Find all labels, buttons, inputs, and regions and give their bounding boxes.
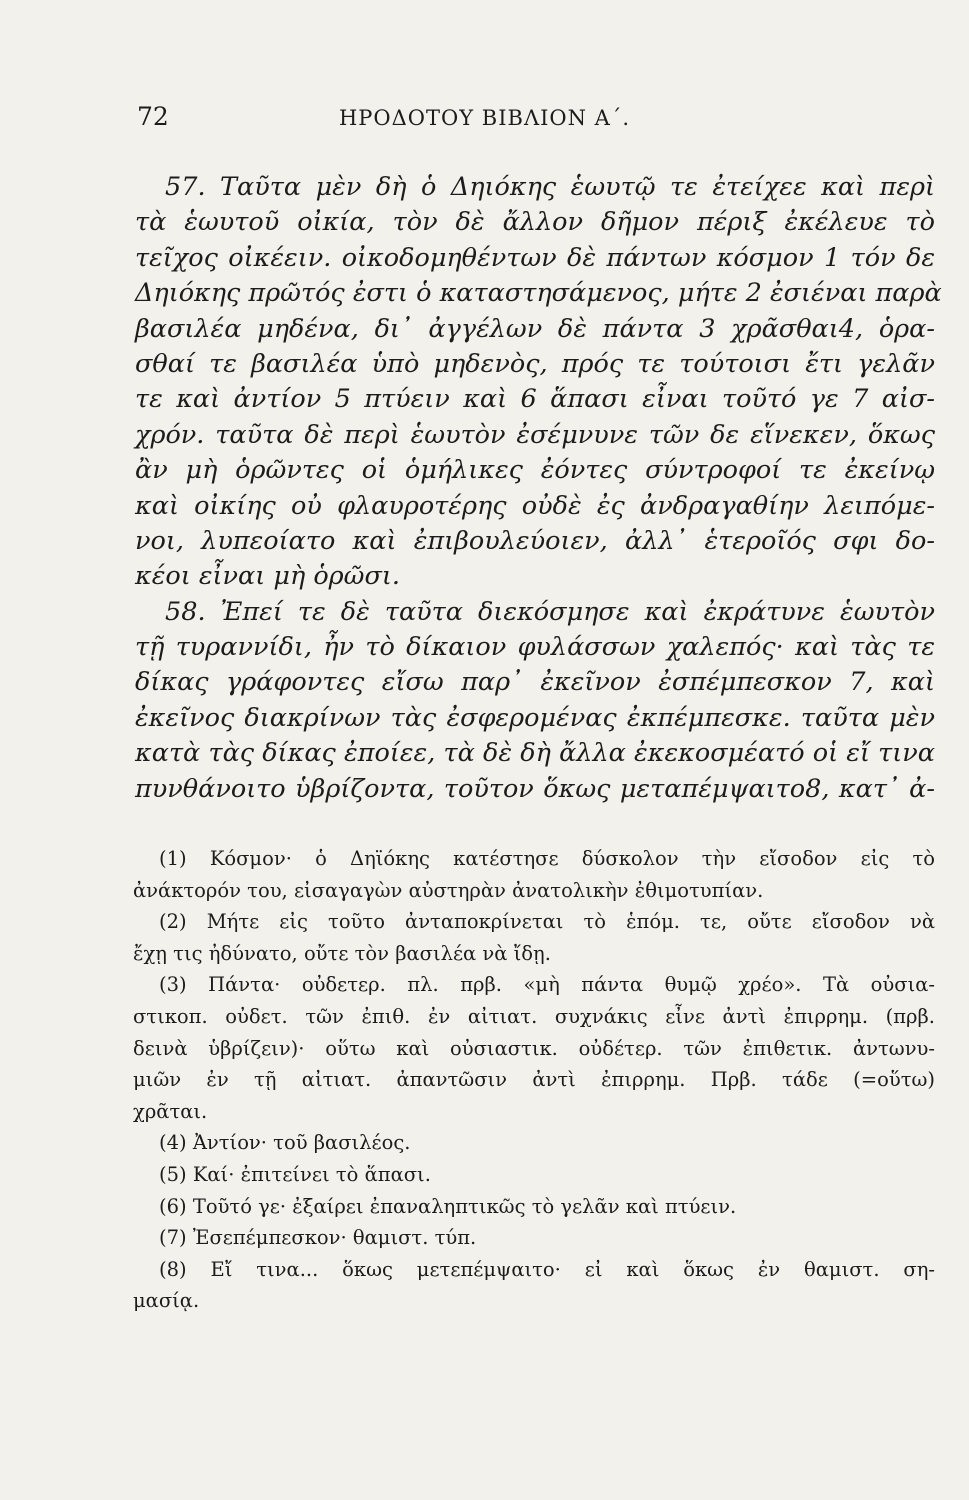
footnotes xyxy=(133,843,935,1317)
page-header xyxy=(0,100,969,140)
text-line: κατὰ τὰς δίκας ἐποίεε, τὰ δὲ δὴ ἄλλα ἐκεκοσμέατό οἱ εἴ τινα xyxy=(135,738,935,769)
footnote-line: (3) Πάντα· οὐδετερ. πλ. πρβ. «μὴ πάντα θυμῷ χρέο». Τὰ οὐσια- xyxy=(159,973,935,997)
text-line: τὰ ἑωυτοῦ οἰκία, τὸν δὲ ἄλλον δῆμον πέριξ ἐκέλευε τὸ xyxy=(135,207,935,238)
footnote-line: δεινὰ ὑβρίζειν)· οὕτω καὶ οὐσιαστικ. οὐδέτερ. τῶν ἐπιθετικ. ἀντωνυ- xyxy=(133,1036,935,1060)
footnote-line: (8) Εἴ τινα... ὅκως μετεπέμψαιτο· εἰ καὶ ὅκως ἐν θαμιστ. ση- xyxy=(159,1257,935,1281)
text-line: τεῖχος οἰκέειν. οἰκοδομηθέντων δὲ πάντων κόσμον 1 τόν δε xyxy=(135,242,935,273)
text-line: σθαί τε βασιλέα ὑπὸ μηδενὸς, πρός τε τούτοισι ἔτι γελᾶν xyxy=(135,348,935,379)
text-line: ἐκεῖνος διακρίνων τὰς ἐσφερομένας ἐκπέμπεσκε. ταῦτα μὲν xyxy=(135,702,935,733)
footnote-line: (4) Ἀντίον· τοῦ βασιλέος. xyxy=(159,1131,411,1155)
footnote-line: (1) Κόσμον· ὁ Δηϊόκης κατέστησε δύσκολον τὴν εἴσοδον εἰς τὸ xyxy=(159,847,935,870)
text-line: Δηιόκης πρῶτός ἐστι ὁ καταστησάμενος, μήτε 2 ἐσιέναι παρὰ xyxy=(135,278,942,309)
footnote-line: (5) Καί· ἐπιτείνει τὸ ἅπασι. xyxy=(159,1162,431,1186)
text-line: βασιλέα μηδένα, δι᾽ ἀγγέλων δὲ πάντα 3 χρᾶσθαι4, ὁρα- xyxy=(135,313,935,344)
footnote-line: (7) Ἐσεπέμπεσκον· θαμιστ. τύπ. xyxy=(159,1226,477,1250)
footnote-line: (2) Μήτε εἰς τοῦτο ἀνταποκρίνεται τὸ ἑπόμ. τε, οὔτε εἴσοδον νὰ xyxy=(159,910,935,934)
text-line: τῇ τυραννίδι, ἦν τὸ δίκαιον φυλάσσων χαλεπός· καὶ τὰς τε xyxy=(135,632,935,663)
footnote-line: (6) Τοῦτό γε· ἐξαίρει ἐπαναληπτικῶς τὸ γελᾶν καὶ πτύειν. xyxy=(159,1194,737,1218)
text-line: ἂν μὴ ὁρῶντες οἱ ὁμήλικες ἐόντες σύντροφοί τε ἐκείνῳ xyxy=(135,455,935,486)
text-line: κέοι εἶναι μὴ ὁρῶσι. xyxy=(135,561,400,592)
text-line: καὶ οἰκίης οὐ φλαυροτέρης οὐδὲ ἐς ἀνδραγαθίην λειπόμε- xyxy=(135,490,935,521)
text-line: δίκας γράφοντες εἴσω παρ᾽ ἐκεῖνον ἐσπέμπεσκον 7, καὶ xyxy=(135,667,935,698)
running-title: ΗΡΟΔΟΤΟΥ ΒΙΒΛΙΟΝ Α΄. xyxy=(338,106,631,130)
footnote-line: ἀνάκτορόν του, εἰσαγαγὼν αὐστηρὰν ἀνατολικὴν ἐθιμοτυπίαν. xyxy=(133,878,764,902)
page-number: 72 xyxy=(137,102,169,131)
text-line: χρόν. ταῦτα δὲ περὶ ἑωυτὸν ἐσέμνυνε τῶν δε εἵνεκεν, ὅκως xyxy=(135,419,935,450)
footnote-line: ἔχῃ τις ἠδύνατο, οὔτε τὸν βασιλέα νὰ ἴδῃ. xyxy=(133,941,551,965)
text-line: νοι, λυπεοίατο καὶ ἐπιβουλεύοιεν, ἀλλ᾽ ἑτεροῖός σφι δο- xyxy=(135,525,935,556)
footnote-line: μιῶν ἐν τῇ αἰτιατ. ἀπαντῶσιν ἀντὶ ἐπιρρημ. Πρβ. τάδε (=οὕτω) xyxy=(133,1068,935,1092)
text-line: 58. Ἐπεί τε δὲ ταῦτα διεκόσμησε καὶ ἐκράτυνε ἑωυτὸν xyxy=(165,596,935,627)
footnote-line: χρᾶται. xyxy=(133,1099,208,1123)
text-line: 57. Ταῦτα μὲν δὴ ὁ Δηιόκης ἑωυτῷ τε ἐτείχεε καὶ περὶ xyxy=(165,172,935,202)
text-line: τε καὶ ἀντίον 5 πτύειν καὶ 6 ἅπασι εἶναι τοῦτό γε 7 αἰσ- xyxy=(135,384,935,415)
footnote-line: στικοπ. οὐδετ. τῶν ἐπιθ. ἐν αἰτιατ. συχνάκις εἶνε ἀντὶ ἐπιρρημ. (πρβ. xyxy=(133,1004,935,1028)
main-text xyxy=(135,170,942,807)
text-line: πυνθάνοιτο ὑβρίζοντα, τοῦτον ὅκως μεταπέμψαιτο8, κατ᾽ ἀ- xyxy=(135,773,935,804)
footnote-line: μασίᾳ. xyxy=(133,1289,200,1313)
